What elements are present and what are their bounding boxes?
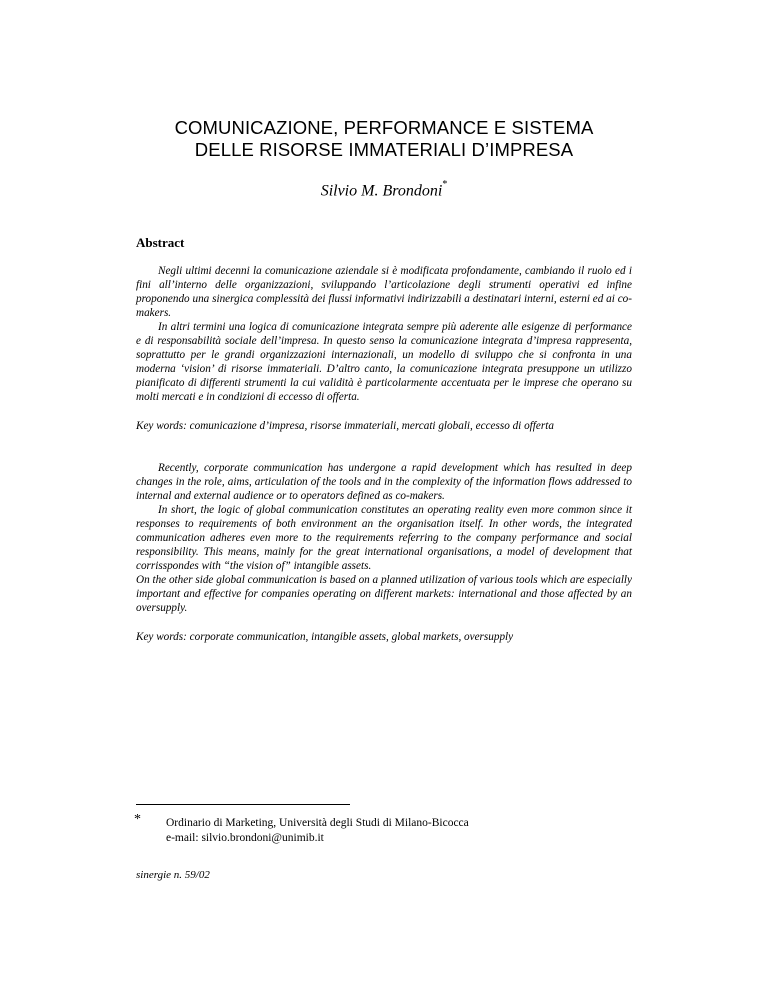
paper-title — [120, 117, 648, 161]
abstract-en-paragraph-2: In short, the logic of global communication constitutes an operating reality even more common since it responses to requirements of both environment an the organisation itself. In other words, the integrated communication adheres even more to the requirements referring to the company performance and social responsibility. This means, mainly for the great international organisations, a model of development that corrisspondes with “the vision of” intangible assets. — [136, 504, 632, 572]
abstract-it-paragraph-1: Negli ultimi decenni la comunicazione aziendale si è modificata profondamente, cambiando il ruolo ed i fini all’interno delle organizzazioni, sviluppando l’articolazione degli strumenti operativi ed infine proponendo una sinergica complessità dei flussi informativi indirizzabili a destinatari interni, esterni ed ai co-makers. — [136, 265, 632, 319]
author-footnote-mark: * — [442, 179, 448, 190]
footnote-divider — [136, 804, 350, 805]
footnote-text — [166, 816, 469, 846]
footnote-email: e-mail: silvio.brondoni@unimib.it — [166, 832, 324, 844]
abstract-en-paragraph-1: Recently, corporate communication has undergone a rapid development which has resulted in deep changes in the role, aims, articulation of the tools and in the complexity of the information flows addressed to internal and external audience or to operators defined as co-makers. — [136, 462, 632, 502]
abstract-italian — [136, 264, 632, 404]
keywords-italian: Key words: comunicazione d’impresa, risorse immateriali, mercati globali, eccesso di offerta — [136, 420, 554, 432]
abstract-heading: Abstract — [136, 235, 185, 250]
abstract-english — [136, 461, 632, 615]
footnote-mark: * — [134, 812, 141, 827]
title-line-2: DELLE RISORSE IMMATERIALI D’IMPRESA — [194, 139, 574, 160]
author-line — [0, 177, 768, 201]
footnote-affiliation: Ordinario di Marketing, Università degli Studi di Milano-Bicocca — [166, 817, 469, 829]
abstract-en-paragraph-3: On the other side global communication is based on a planned utilization of various tools which are especially important and effective for companies operating on different markets: international and those affected by an oversupply. — [136, 574, 632, 614]
title-line-1: COMUNICAZIONE, PERFORMANCE E SISTEMA — [174, 117, 594, 138]
keywords-english: Key words: corporate communication, intangible assets, global markets, oversupply — [136, 631, 514, 643]
journal-reference: sinergie n. 59/02 — [136, 869, 210, 881]
abstract-it-paragraph-2: In altri termini una logica di comunicazione integrata sempre più aderente alle esigenze di performance e di responsabilità sociale dell’impresa. In questo senso la comunicazione integrata d’impresa rappresenta, soprattutto per le grandi organizzazioni internazionali, un modello di sviluppo che si confronta in una moderna ‘vision’ di risorse immateriali. D’altro canto, la comunicazione integrata presuppone un utilizzo pianificato di differenti strumenti la cui validità è particolarmente accentuata per le imprese che operano su molti mercati e in condizioni di eccesso di offerta. — [136, 321, 632, 403]
author-name: Silvio M. Brondoni — [320, 182, 443, 200]
